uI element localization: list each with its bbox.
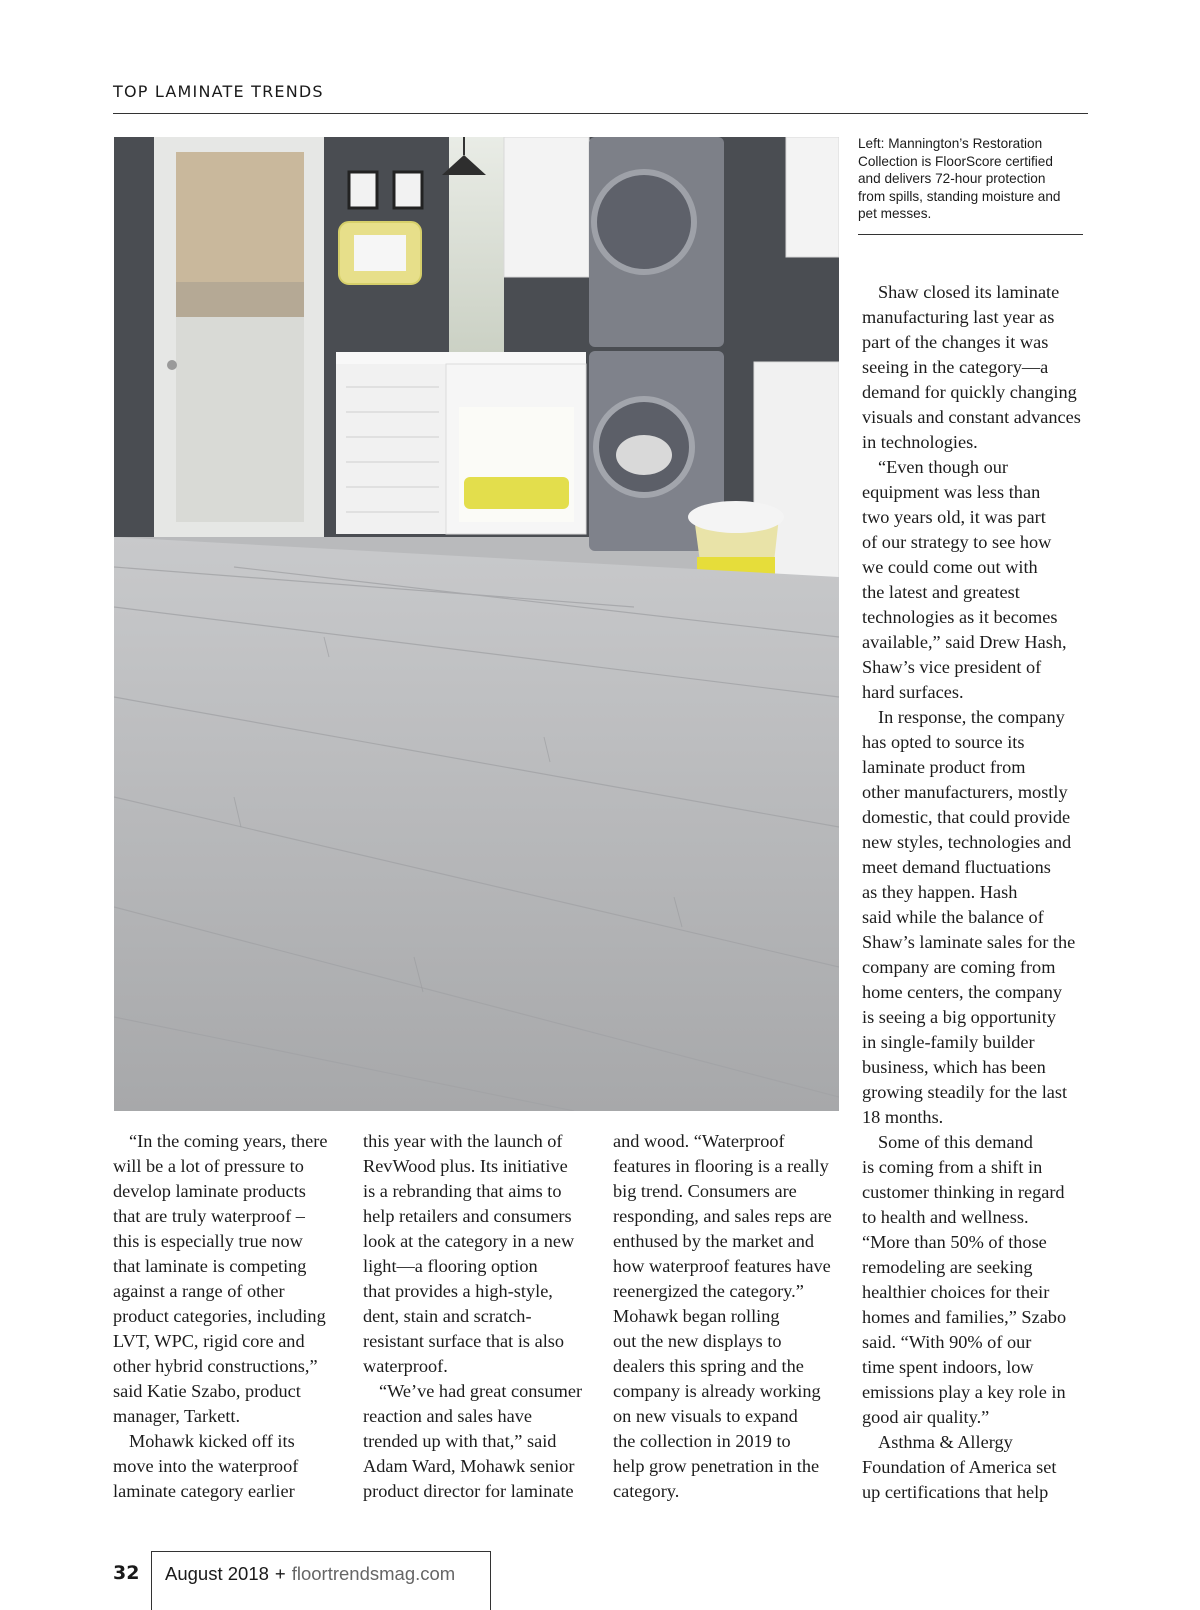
text-line: as they happen. Hash: [862, 882, 1018, 902]
text-line: healthier choices for their: [862, 1282, 1050, 1302]
text-line: and wood. “Waterproof: [613, 1131, 785, 1151]
caption-line: from spills, standing moisture and: [858, 188, 1061, 204]
text-line: dent, stain and scratch-: [363, 1306, 532, 1326]
article-column-4: [862, 280, 1092, 1505]
text-line: In response, the company: [878, 707, 1065, 727]
paragraph: [363, 1379, 593, 1504]
laundry-room-photo: [114, 137, 839, 1111]
text-line: help grow penetration in the: [613, 1456, 820, 1476]
text-line: Mohawk began rolling: [613, 1306, 780, 1326]
text-line: other hybrid constructions,”: [113, 1356, 318, 1376]
text-line: in technologies.: [862, 432, 978, 452]
text-line: big trend. Consumers are: [613, 1181, 797, 1201]
text-line: domestic, that could provide: [862, 807, 1071, 827]
text-line: Foundation of America set: [862, 1457, 1057, 1477]
text-line: hard surfaces.: [862, 682, 964, 702]
text-line: seeing in the category—a: [862, 357, 1049, 377]
text-line: is coming from a shift in: [862, 1157, 1043, 1177]
caption-rule: [858, 234, 1083, 235]
caption-line: pet messes.: [858, 206, 932, 222]
text-line: this is especially true now: [113, 1231, 303, 1251]
text-line: is seeing a big opportunity: [862, 1007, 1056, 1027]
text-line: how waterproof features have: [613, 1256, 831, 1276]
text-line: manufacturing last year as: [862, 307, 1055, 327]
text-line: responding, and sales reps are: [613, 1206, 832, 1226]
text-line: against a range of other: [113, 1281, 285, 1301]
text-line: said while the balance of: [862, 907, 1044, 927]
text-line: features in flooring is a really: [613, 1156, 829, 1176]
text-line: Shaw’s laminate sales for the: [862, 932, 1076, 952]
text-line: meet demand fluctuations: [862, 857, 1051, 877]
website-link[interactable]: floortrendsmag.com: [291, 1563, 456, 1584]
page-number: 32: [113, 1562, 140, 1584]
paragraph: [113, 1429, 343, 1504]
text-line: that laminate is competing: [113, 1256, 307, 1276]
text-line: enthused by the market and: [613, 1231, 815, 1251]
text-line: “We’ve had great consumer: [379, 1381, 583, 1401]
text-line: light—a flooring option: [363, 1256, 538, 1276]
text-line: dealers this spring and the: [613, 1356, 804, 1376]
text-line: LVT, WPC, rigid core and: [113, 1331, 305, 1351]
text-line: other manufacturers, mostly: [862, 782, 1068, 802]
text-line: on new visuals to expand: [613, 1406, 798, 1426]
text-line: company are coming from: [862, 957, 1056, 977]
article-column-3: [613, 1129, 843, 1504]
text-line: visuals and constant advances: [862, 407, 1081, 427]
footer-issue-line: [165, 1563, 455, 1585]
text-line: said Katie Szabo, product: [113, 1381, 301, 1401]
text-line: laminate category earlier: [113, 1481, 295, 1501]
paragraph: [363, 1129, 593, 1379]
text-line: emissions play a key role in: [862, 1382, 1066, 1402]
text-line: we could come out with: [862, 557, 1038, 577]
text-line: two years old, it was part: [862, 507, 1046, 527]
text-line: RevWood plus. Its initiative: [363, 1156, 568, 1176]
text-line: “Even though our: [878, 457, 1008, 477]
text-line: home centers, the company: [862, 982, 1063, 1002]
text-line: company is already working: [613, 1381, 821, 1401]
text-line: good air quality.”: [862, 1407, 990, 1427]
text-line: has opted to source its: [862, 732, 1025, 752]
section-label: TOP LAMINATE TRENDS: [113, 82, 324, 101]
paragraph: [862, 455, 1092, 705]
caption-line: Left: Mannington’s Restoration: [858, 136, 1043, 151]
text-line: out the new displays to: [613, 1331, 782, 1351]
text-line: resistant surface that is also: [363, 1331, 565, 1351]
text-line: reenergized the category.”: [613, 1281, 804, 1301]
text-line: Mohawk kicked off its: [129, 1431, 295, 1451]
text-line: this year with the launch of: [363, 1131, 563, 1151]
paragraph: [862, 705, 1092, 1130]
text-line: in single-family builder: [862, 1032, 1035, 1052]
text-line: of our strategy to see how: [862, 532, 1052, 552]
caption-line: Collection is FloorScore certified: [858, 153, 1053, 169]
caption-line: and delivers 72-hour protection: [858, 171, 1046, 187]
text-line: product director for laminate: [363, 1481, 574, 1501]
text-line: will be a lot of pressure to: [113, 1156, 304, 1176]
text-line: develop laminate products: [113, 1181, 306, 1201]
text-line: reaction and sales have: [363, 1406, 533, 1426]
text-line: 18 months.: [862, 1107, 944, 1127]
paragraph: [113, 1129, 343, 1429]
text-line: product categories, including: [113, 1306, 326, 1326]
text-line: waterproof.: [363, 1356, 448, 1376]
text-line: demand for quickly changing: [862, 382, 1077, 402]
text-line: customer thinking in regard: [862, 1182, 1065, 1202]
text-line: new styles, technologies and: [862, 832, 1072, 852]
text-line: said. “With 90% of our: [862, 1332, 1032, 1352]
text-line: the latest and greatest: [862, 582, 1020, 602]
text-line: available,” said Drew Hash,: [862, 632, 1067, 652]
text-line: up certifications that help: [862, 1482, 1049, 1502]
text-line: “More than 50% of those: [862, 1232, 1047, 1252]
article-column-2: [363, 1129, 593, 1504]
text-line: to health and wellness.: [862, 1207, 1029, 1227]
text-line: that provides a high-style,: [363, 1281, 553, 1301]
text-line: equipment was less than: [862, 482, 1041, 502]
text-line: laminate product from: [862, 757, 1026, 777]
text-line: category.: [613, 1481, 680, 1501]
photo-caption: [858, 135, 1088, 223]
text-line: Asthma & Allergy: [878, 1432, 1013, 1452]
text-line: business, which has been: [862, 1057, 1046, 1077]
paragraph: [862, 1130, 1092, 1430]
issue-date: August 2018: [165, 1563, 269, 1584]
text-line: help retailers and consumers: [363, 1206, 572, 1226]
text-line: time spent indoors, low: [862, 1357, 1034, 1377]
text-line: “In the coming years, there: [129, 1131, 328, 1151]
text-line: growing steadily for the last: [862, 1082, 1068, 1102]
text-line: that are truly waterproof –: [113, 1206, 305, 1226]
text-line: is a rebranding that aims to: [363, 1181, 562, 1201]
text-line: Shaw closed its laminate: [878, 282, 1060, 302]
paragraph: [613, 1129, 843, 1504]
text-line: the collection in 2019 to: [613, 1431, 791, 1451]
text-line: part of the changes it was: [862, 332, 1049, 352]
article-column-1: [113, 1129, 343, 1504]
text-line: technologies as it becomes: [862, 607, 1058, 627]
footer-separator: +: [274, 1563, 286, 1584]
text-line: manager, Tarkett.: [113, 1406, 241, 1426]
text-line: homes and families,” Szabo: [862, 1307, 1067, 1327]
paragraph: [862, 280, 1092, 455]
text-line: Adam Ward, Mohawk senior: [363, 1456, 575, 1476]
paragraph: [862, 1430, 1092, 1505]
header-rule: [113, 113, 1088, 114]
text-line: look at the category in a new: [363, 1231, 575, 1251]
text-line: Some of this demand: [878, 1132, 1033, 1152]
text-line: Shaw’s vice president of: [862, 657, 1042, 677]
text-line: move into the waterproof: [113, 1456, 299, 1476]
text-line: trended up with that,” said: [363, 1431, 557, 1451]
text-line: remodeling are seeking: [862, 1257, 1033, 1277]
